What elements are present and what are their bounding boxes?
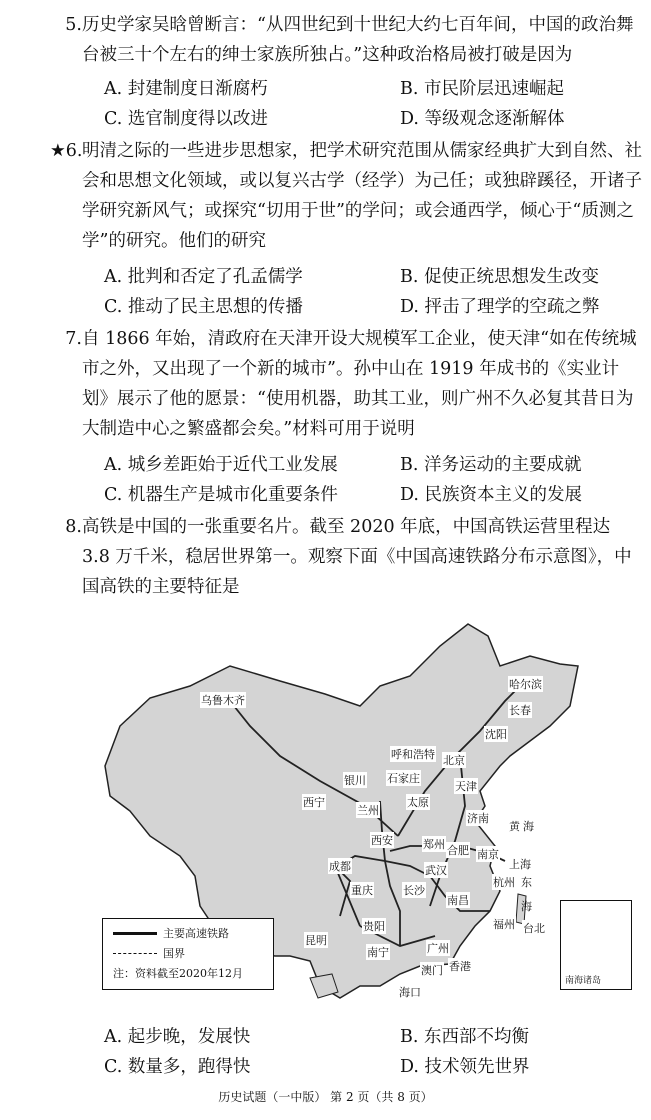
legend-border [113, 945, 185, 961]
legend-rail-label: 主要高速铁路 [163, 927, 229, 940]
question-number: 7. [65, 329, 82, 349]
city-label: 西安 [371, 834, 393, 847]
sea-label: 黄 [509, 820, 520, 833]
question-stem: 历史学家吴晗曾断言：“从四世纪到十世纪大约七百年间，中国的政治舞台被三十个左右的绅士家族所独占。”这种政治格局被打破是因为 [82, 15, 634, 65]
map-legend [102, 918, 274, 990]
city-label: 哈尔滨 [509, 678, 542, 691]
city-label: 广州 [427, 942, 449, 955]
city-label: 济南 [467, 812, 489, 825]
option-b[interactable]: B. 市民阶层迅速崛起 [400, 79, 564, 99]
legend-note: 注：资料截至2020年12月 [113, 967, 243, 980]
question-8 [65, 512, 642, 602]
city-label: 乌鲁木齐 [201, 694, 245, 707]
option-a[interactable]: A. 封建制度日渐腐朽 [104, 79, 268, 99]
city-label: 贵阳 [363, 920, 385, 933]
city-label: 天津 [455, 780, 477, 793]
border-line-icon [113, 953, 157, 954]
sea-label: 海 [523, 820, 534, 833]
legend-note-row [113, 965, 243, 981]
city-label: 杭州 [493, 876, 515, 889]
question-6 [50, 136, 642, 256]
city-label: 南昌 [447, 894, 469, 907]
city-label: 上海 [509, 858, 531, 871]
city-label: 兰州 [357, 804, 379, 817]
city-label: 南京 [477, 848, 499, 861]
option-d[interactable]: D. 抨击了理学的空疏之弊 [400, 297, 600, 317]
option-c[interactable]: C. 机器生产是城市化重要条件 [104, 485, 338, 505]
city-label: 香港 [449, 960, 471, 973]
option-a[interactable]: A. 起步晚，发展快 [104, 1027, 251, 1047]
city-label: 合肥 [447, 844, 469, 857]
option-a[interactable]: A. 城乡差距始于近代工业发展 [104, 455, 338, 475]
city-label: 郑州 [423, 838, 445, 851]
city-label: 福州 [493, 918, 515, 931]
city-label: 石家庄 [387, 772, 420, 785]
option-a[interactable]: A. 批判和否定了孔孟儒学 [104, 267, 303, 287]
city-label: 银川 [344, 774, 366, 787]
south-china-sea-inset [560, 900, 632, 990]
option-c[interactable]: C. 推动了民主思想的传播 [104, 297, 303, 317]
inset-label: 南海诸岛 [565, 976, 602, 986]
city-label: 太原 [407, 796, 429, 809]
question-stem: 自 1866 年始，清政府在天津开设大规模军工企业，使天津“如在传统城市之外，又出现了一个新的城市”。孙中山在 1919 年成书的《实业计划》展示了他的愿景：“使用机器，助其工业，则广州不久必复其昔日为大制造中心之繁盛都会矣。”材料可用于说明 [82, 329, 637, 439]
city-label: 昆明 [305, 934, 327, 947]
question-number: ★6. [50, 141, 83, 161]
city-label: 西宁 [303, 796, 325, 809]
sea-label: 东 [521, 876, 532, 889]
sea-label: 海 [521, 900, 532, 913]
city-label: 重庆 [351, 884, 373, 897]
china-hsr-map [80, 606, 640, 1020]
option-d[interactable]: D. 等级观念逐渐解体 [400, 109, 565, 129]
rail-line-icon [113, 932, 157, 935]
question-stem: 高铁是中国的一张重要名片。截至 2020 年底，中国高铁运营里程达 3.8 万千米，稳居世界第一。观察下面《中国高速铁路分布示意图》，中国高铁的主要特征是 [82, 517, 632, 597]
city-label: 北京 [443, 754, 465, 767]
city-label: 沈阳 [485, 728, 507, 741]
option-d[interactable]: D. 技术领先世界 [400, 1057, 530, 1077]
city-label: 澳门 [421, 964, 443, 977]
question-5 [65, 10, 642, 70]
question-number: 5. [65, 15, 82, 35]
option-c[interactable]: C. 数量多，跑得快 [104, 1057, 251, 1077]
page-footer: 历史试题（一中版） 第 2 页（共 8 页） [218, 1090, 433, 1104]
city-label: 武汉 [425, 864, 447, 877]
option-c[interactable]: C. 选官制度得以改进 [104, 109, 268, 129]
option-d[interactable]: D. 民族资本主义的发展 [400, 485, 583, 505]
city-label: 海口 [399, 986, 421, 999]
legend-rail [113, 925, 229, 941]
city-label: 成都 [329, 860, 351, 873]
option-b[interactable]: B. 东西部不均衡 [400, 1027, 529, 1047]
legend-border-label: 国界 [163, 947, 185, 960]
city-label: 长沙 [403, 884, 425, 897]
option-b[interactable]: B. 促使正统思想发生改变 [400, 267, 599, 287]
city-label: 南宁 [367, 946, 389, 959]
question-7 [65, 324, 642, 444]
question-stem: 明清之际的一些进步思想家，把学术研究范围从儒家经典扩大到自然、社会和思想文化领域，或以复兴古学（经学）为己任；或独辟蹊径，开诸子学研究新风气；或探究“切用于世”的学问；或会通西学，倾心于“质测之学”的研究。他们的研究 [82, 141, 642, 251]
city-label: 台北 [523, 922, 545, 935]
city-label: 长春 [509, 704, 531, 717]
question-number: 8. [65, 517, 82, 537]
option-b[interactable]: B. 洋务运动的主要成就 [400, 455, 582, 475]
city-label: 呼和浩特 [391, 748, 435, 761]
